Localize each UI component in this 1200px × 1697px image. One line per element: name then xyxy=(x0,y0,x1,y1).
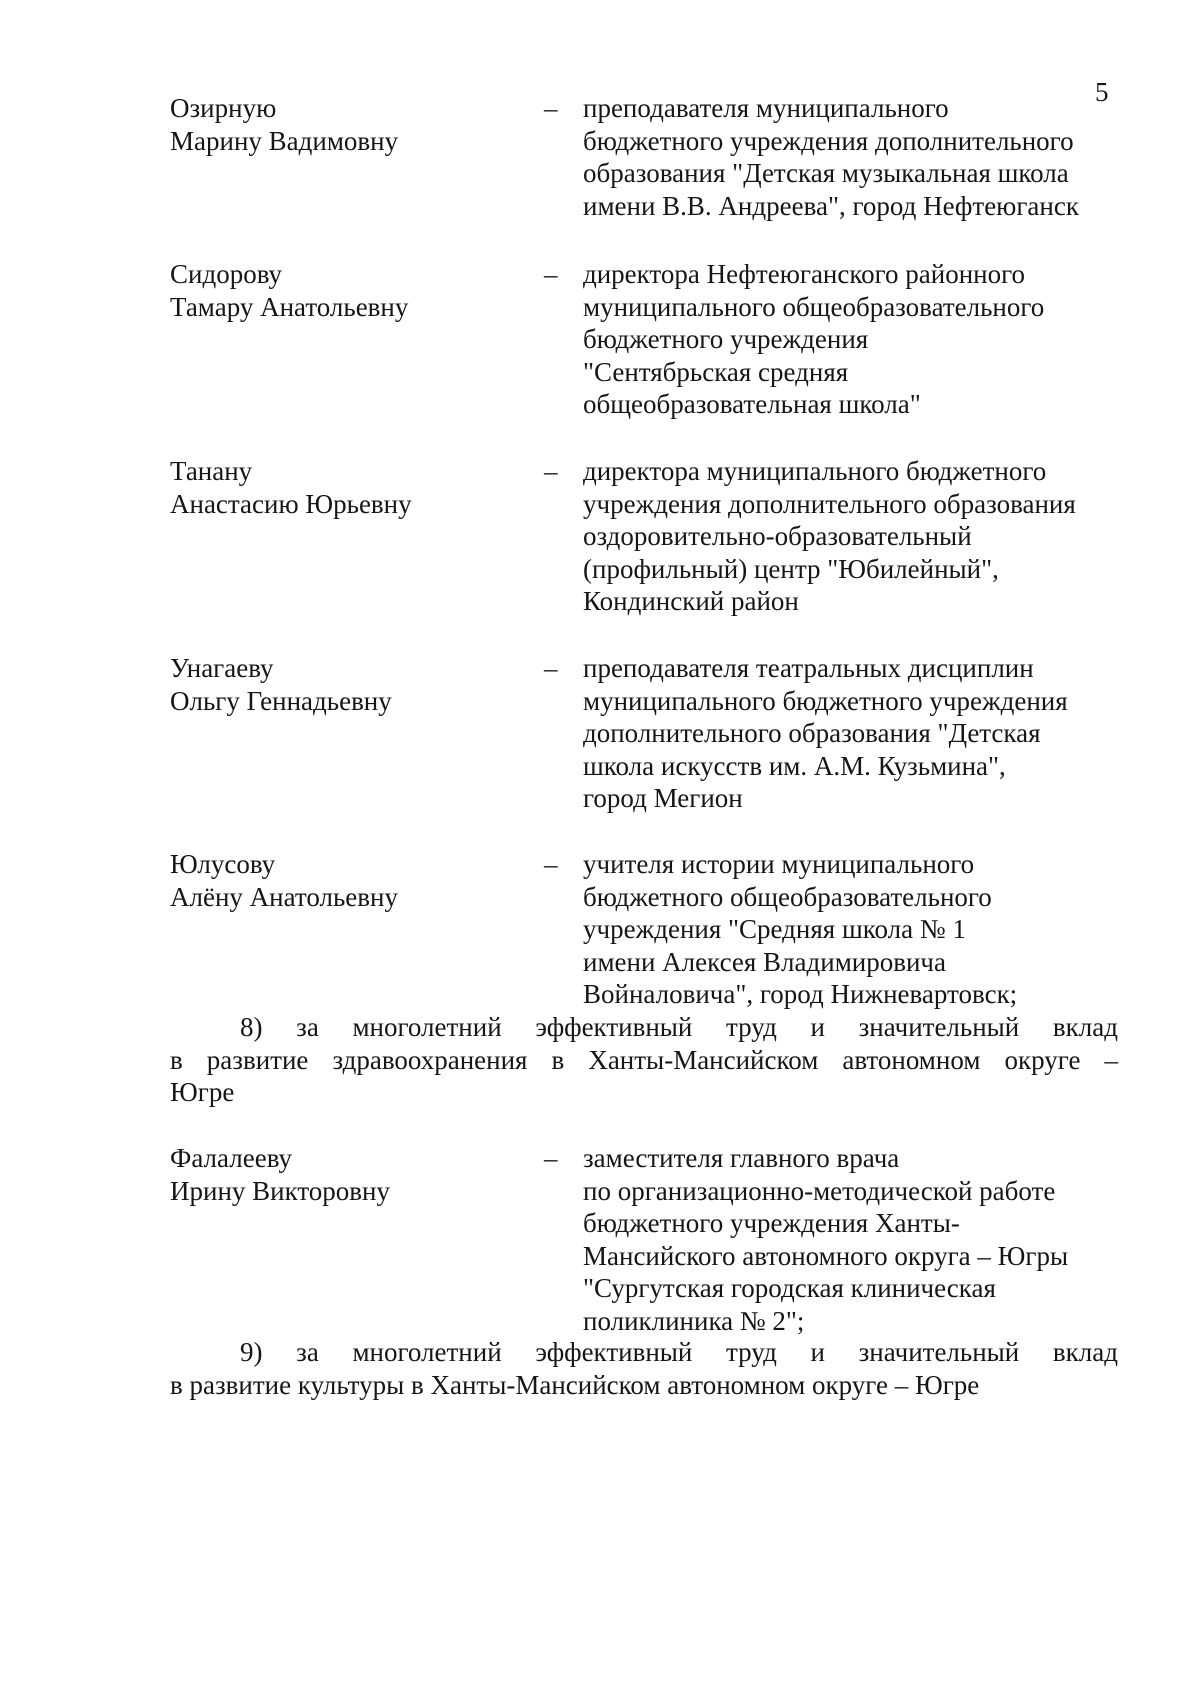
desc-line: учителя истории муниципального xyxy=(583,849,975,879)
desc-line: преподавателя муниципального xyxy=(583,93,949,123)
desc-line: муниципального бюджетного учреждения xyxy=(583,685,1068,716)
person-name xyxy=(170,92,530,157)
paragraph-line: в развитие культуры в Ханты-Мансийском автономном округе – Югре xyxy=(170,1369,980,1400)
desc-line: учреждения "Средняя школа № 1 xyxy=(583,914,966,944)
desc-line: Мансийского автономного округа – Югры xyxy=(583,1240,1069,1271)
dash-separator: – xyxy=(544,1143,558,1173)
desc-line: Войналовича", город Нижневартовск; xyxy=(583,979,1018,1009)
desc-line: директора Нефтеюганского районного xyxy=(583,259,1025,289)
paragraph-line: в развитие здравоохранения в Ханты-Мансийском автономном округе – xyxy=(170,1044,1118,1075)
desc-line: бюджетного общеобразовательного xyxy=(583,881,992,912)
desc-line: преподавателя театральных дисциплин xyxy=(583,653,1034,683)
position-description xyxy=(583,92,1123,222)
page-number: 5 xyxy=(1095,77,1109,107)
position-description xyxy=(583,455,1123,618)
position-description xyxy=(583,258,1123,421)
desc-line: общеобразовательная школа" xyxy=(583,389,921,419)
desc-line: школа искусств им. А.М. Кузьмина", xyxy=(583,750,1006,781)
desc-line: оздоровительно-образовательный xyxy=(583,521,972,551)
person-name xyxy=(170,455,530,520)
name-line: Ирину Викторовну xyxy=(170,1175,391,1206)
desc-line: имени В.В. Андреева", город Нефтеюганск xyxy=(583,190,1079,221)
desc-line: поликлиника № 2"; xyxy=(583,1305,805,1336)
desc-line: директора муниципального бюджетного xyxy=(583,456,1047,486)
name-line: Алёну Анатольевну xyxy=(170,881,398,912)
desc-line: по организационно-методической работе xyxy=(583,1175,1056,1206)
dash-separator: – xyxy=(544,653,558,683)
name-line: Танану xyxy=(170,456,253,486)
award-category-paragraph xyxy=(170,1011,1118,1109)
dash-separator: – xyxy=(544,259,558,289)
name-line: Сидорову xyxy=(170,259,283,289)
desc-line: образования "Детская музыкальная школа xyxy=(583,158,1069,188)
person-name xyxy=(170,848,530,913)
desc-line: заместителя главного врача xyxy=(583,1143,900,1173)
desc-line: город Мегион xyxy=(583,783,743,813)
desc-line: "Сентябрьская средняя xyxy=(583,356,849,387)
person-name xyxy=(170,1142,530,1207)
desc-line: бюджетного учреждения Ханты- xyxy=(583,1208,960,1238)
name-line: Унагаеву xyxy=(170,653,274,683)
desc-line: имени Алексея Владимировича xyxy=(583,946,946,977)
dash-separator: – xyxy=(544,849,558,879)
name-line: Озирную xyxy=(170,93,277,123)
position-description xyxy=(583,848,1123,1011)
dash-separator: – xyxy=(544,93,558,123)
name-line: Фалалееву xyxy=(170,1143,293,1173)
name-line: Тамару Анатольевну xyxy=(170,291,409,322)
paragraph-line: 8) за многолетний эффективный труд и значительный вклад xyxy=(240,1012,1118,1042)
desc-line: Кондинский район xyxy=(583,586,799,616)
desc-line: "Сургутская городская клиническая xyxy=(583,1273,996,1303)
person-name xyxy=(170,258,530,323)
position-description xyxy=(583,1142,1123,1337)
position-description xyxy=(583,652,1123,815)
desc-line: бюджетного учреждения xyxy=(583,324,869,354)
name-line: Юлусову xyxy=(170,849,276,879)
award-category-paragraph xyxy=(170,1336,1118,1401)
name-line: Марину Вадимовну xyxy=(170,125,399,156)
desc-line: учреждения дополнительного образования xyxy=(583,488,1076,519)
desc-line: бюджетного учреждения дополнительного xyxy=(583,125,1074,156)
name-line: Ольгу Геннадьевну xyxy=(170,685,392,716)
desc-line: муниципального общеобразовательного xyxy=(583,291,1045,322)
desc-line: (профильный) центр "Юбилейный", xyxy=(583,553,999,584)
person-name xyxy=(170,652,530,717)
desc-line: дополнительного образования "Детская xyxy=(583,718,1041,748)
name-line: Анастасию Юрьевну xyxy=(170,488,412,519)
paragraph-line: Югре xyxy=(170,1077,235,1107)
dash-separator: – xyxy=(544,456,558,486)
paragraph-line: 9) за многолетний эффективный труд и значительный вклад xyxy=(240,1337,1118,1367)
